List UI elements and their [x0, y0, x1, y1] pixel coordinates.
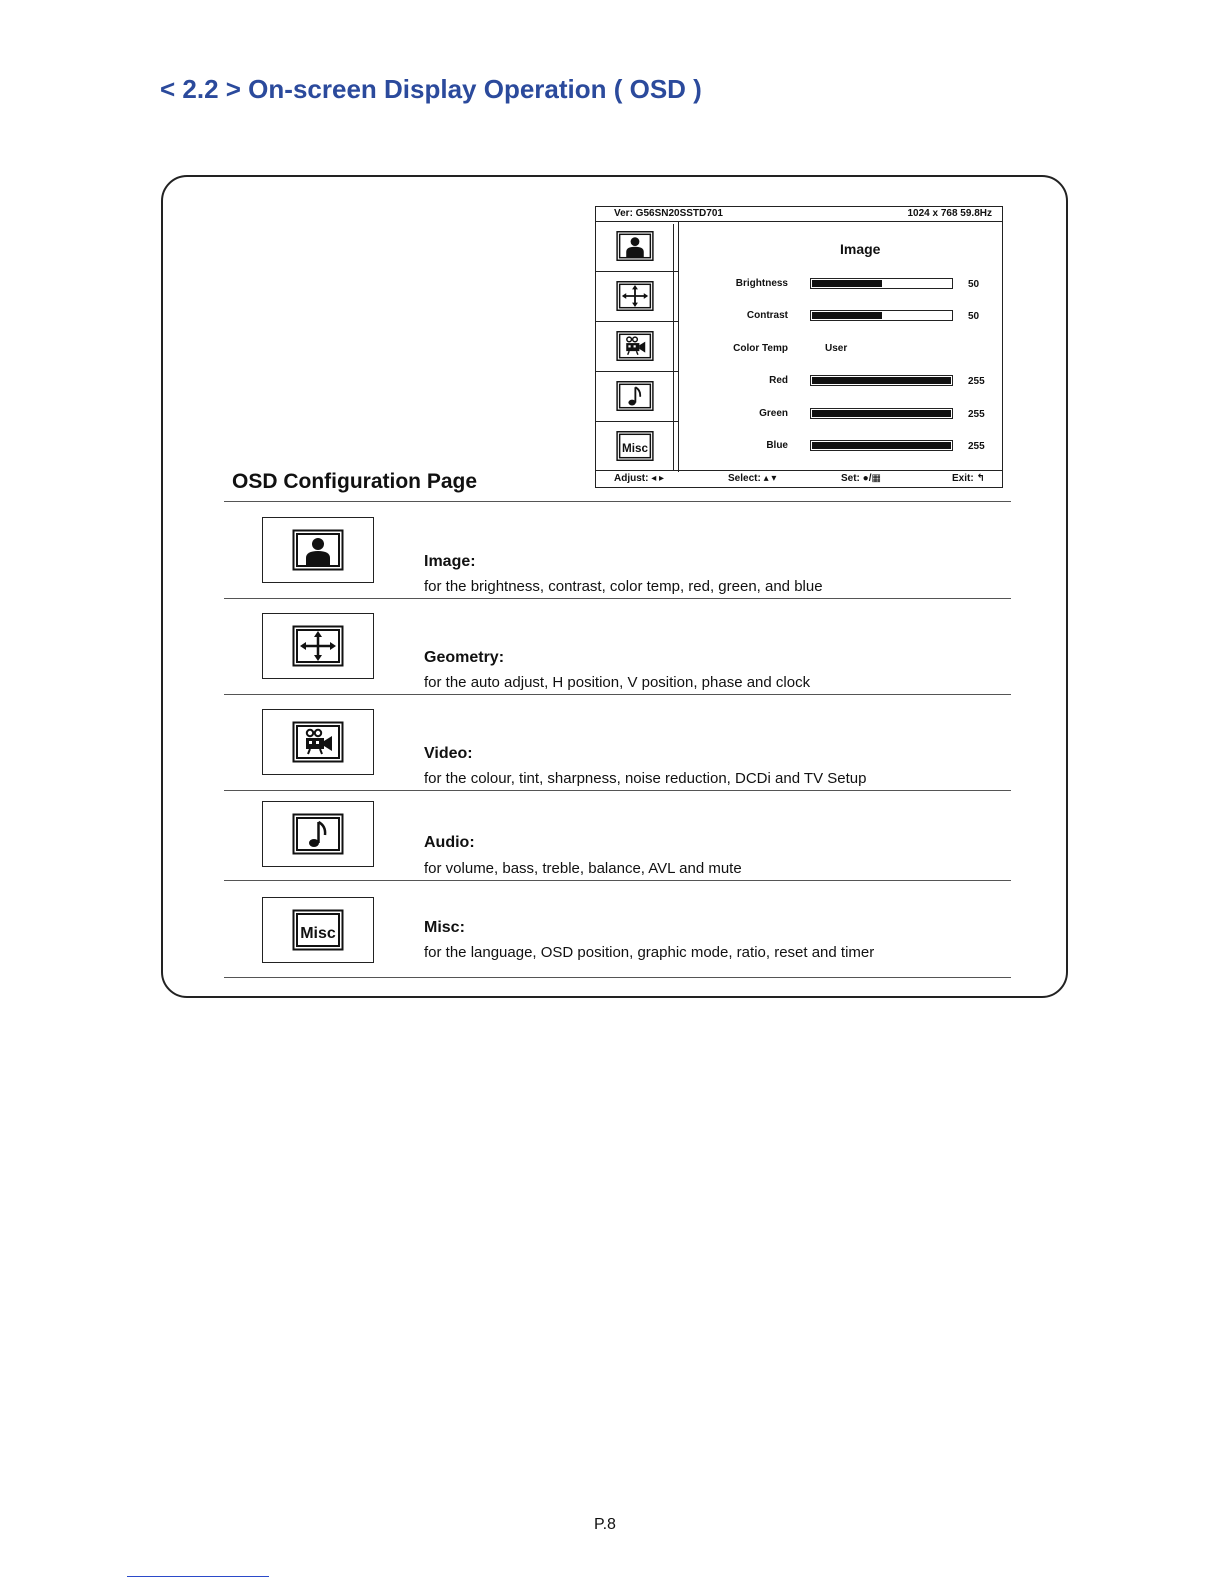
osd-row-value: 255	[968, 409, 985, 420]
osd-tab-video[interactable]	[596, 322, 678, 372]
osd-row-value: 255	[968, 376, 985, 387]
osd-row-label: Color Temp	[733, 343, 788, 354]
item-desc-image: for the brightness, contrast, color temp, red, green, and blue	[424, 578, 823, 595]
audio-icon-box	[262, 801, 374, 867]
item-title-video: Video:	[424, 745, 473, 762]
person-icon	[292, 529, 344, 571]
video-camera-icon	[292, 721, 344, 763]
misc-icon-text: Misc	[622, 441, 648, 455]
person-icon	[616, 230, 654, 262]
misc-icon-text: Misc	[300, 925, 336, 942]
item-title-geometry: Geometry:	[424, 649, 505, 666]
geometry-icon-box	[262, 613, 374, 679]
osd-tab-misc[interactable]	[596, 422, 678, 472]
blue-slider[interactable]	[810, 440, 953, 451]
osd-caption: OSD Configuration Page	[232, 470, 478, 493]
osd-tab-column	[596, 222, 679, 472]
osd-row-color-temp[interactable]	[680, 343, 1002, 357]
slider-fill	[812, 377, 951, 384]
divider	[224, 977, 1011, 978]
osd-version: Ver: G56SN20SSTD701	[614, 208, 723, 219]
osd-footer	[596, 470, 1002, 487]
osd-select-hint: Select: ▴ ▾	[728, 473, 777, 484]
video-icon-box	[262, 709, 374, 775]
osd-panel	[680, 222, 1002, 472]
footer-link-underline	[127, 1576, 269, 1577]
osd-row-green[interactable]	[680, 408, 1002, 422]
divider	[224, 501, 1011, 502]
divider	[224, 694, 1011, 695]
osd-tab-audio[interactable]	[596, 372, 678, 422]
red-slider[interactable]	[810, 375, 953, 386]
osd-row-label: Contrast	[746, 310, 788, 321]
music-note-icon	[616, 380, 654, 412]
item-title-audio: Audio:	[424, 834, 475, 851]
item-desc-geometry: for the auto adjust, H position, V position, phase and clock	[424, 674, 811, 691]
slider-fill	[812, 410, 951, 417]
move-arrows-icon	[616, 280, 654, 312]
divider	[224, 790, 1011, 791]
osd-row-label: Red	[769, 375, 788, 386]
osd-row-red[interactable]	[680, 375, 1002, 389]
osd-row-label: Brightness	[735, 278, 788, 289]
osd-tab-geometry[interactable]	[596, 272, 678, 322]
osd-set-hint: Set: ●/▦	[841, 473, 881, 484]
slider-fill	[812, 442, 951, 449]
osd-row-brightness[interactable]	[680, 278, 1002, 292]
move-arrows-icon	[292, 625, 344, 667]
osd-row-contrast[interactable]	[680, 310, 1002, 324]
osd-screen	[595, 206, 1003, 488]
contrast-slider[interactable]	[810, 310, 953, 321]
item-desc-video: for the colour, tint, sharpness, noise reduction, DCDi and TV Setup	[424, 770, 867, 787]
divider	[224, 598, 1011, 599]
misc-icon	[292, 909, 344, 951]
slider-fill	[812, 280, 882, 287]
osd-row-value: 255	[968, 441, 985, 452]
misc-icon	[616, 430, 654, 462]
osd-row-text-value: User	[825, 343, 848, 354]
osd-exit-hint: Exit: ↰	[952, 473, 985, 484]
music-note-icon	[292, 813, 344, 855]
osd-panel-title: Image	[840, 241, 881, 257]
divider	[224, 880, 1011, 881]
item-desc-audio: for volume, bass, treble, balance, AVL and mute	[424, 860, 742, 877]
green-slider[interactable]	[810, 408, 953, 419]
item-title-image: Image:	[424, 553, 476, 570]
osd-adjust-hint: Adjust: ◂ ▸	[614, 473, 665, 484]
osd-row-value: 50	[968, 311, 980, 322]
slider-fill	[812, 312, 882, 319]
page-number: P.8	[594, 1516, 616, 1533]
misc-icon-box	[262, 897, 374, 963]
osd-row-label: Blue	[766, 440, 788, 451]
item-desc-misc: for the language, OSD position, graphic mode, ratio, reset and timer	[424, 944, 875, 961]
osd-resolution: 1024 x 768 59.8Hz	[907, 208, 992, 219]
osd-status-bar	[596, 207, 1002, 222]
brightness-slider[interactable]	[810, 278, 953, 289]
osd-row-blue[interactable]	[680, 440, 1002, 454]
video-camera-icon	[616, 330, 654, 362]
osd-row-label: Green	[759, 408, 788, 419]
image-icon-box	[262, 517, 374, 583]
section-heading: < 2.2 > On-screen Display Operation ( OSD )	[160, 74, 702, 104]
osd-tab-image[interactable]	[596, 222, 678, 272]
item-title-misc: Misc:	[424, 919, 465, 936]
osd-row-value: 50	[968, 279, 980, 290]
